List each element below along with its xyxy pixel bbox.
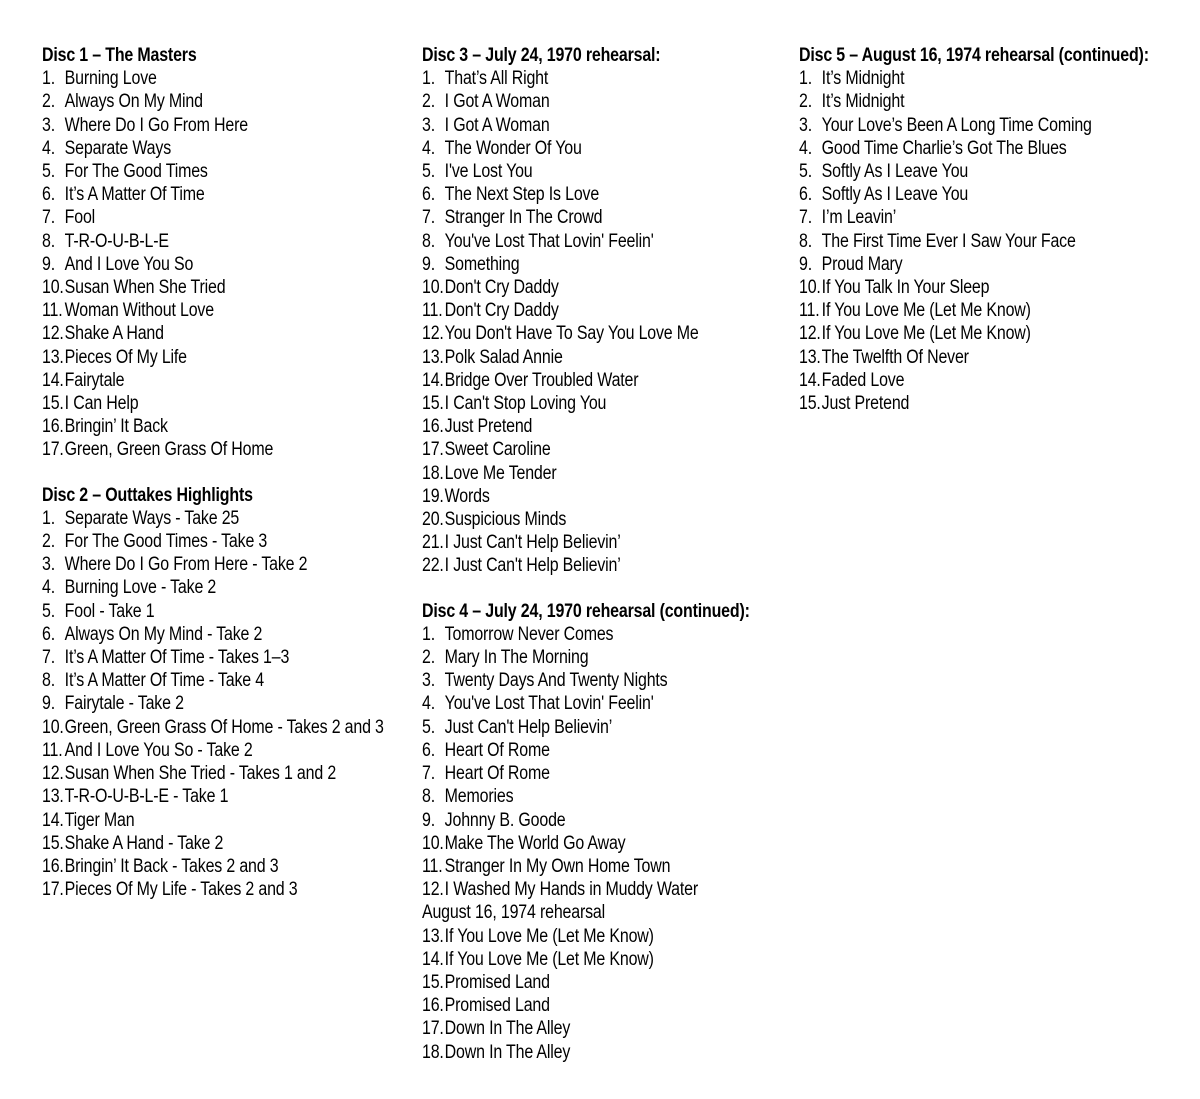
track-row: [42, 322, 445, 345]
track-title: Softly As I Leave You: [821, 184, 969, 206]
track-list: [799, 67, 1200, 415]
track-list: [42, 67, 445, 461]
track-title: You've Lost That Lovin' Feelin': [444, 693, 654, 715]
track-title: The Twelfth Of Never: [821, 346, 969, 368]
track-row: [42, 160, 445, 183]
track-number: 17.: [422, 1018, 444, 1040]
track-number: 2.: [42, 531, 55, 553]
track-row: [422, 67, 825, 90]
track-row: [422, 832, 825, 855]
track-title: I Got A Woman: [444, 91, 550, 113]
track-row: [422, 206, 825, 229]
track-number: 8.: [422, 230, 435, 252]
track-row: [799, 114, 1200, 137]
track-number: 8.: [42, 230, 55, 252]
track-title: It’s Midnight: [821, 91, 905, 113]
track-title: Sweet Caroline: [444, 439, 551, 461]
disc-heading: Disc 3 – July 24, 1970 rehearsal:: [422, 45, 661, 66]
track-row: [42, 762, 445, 785]
track-title: Polk Salad Annie: [444, 346, 563, 368]
track-number: 14.: [42, 809, 64, 831]
track-number: 13.: [42, 786, 64, 808]
track-row: [42, 206, 445, 229]
track-row: [799, 346, 1200, 369]
track-number: 10.: [422, 832, 444, 854]
track-number: 18.: [422, 1041, 444, 1063]
track-title: Shake A Hand: [64, 323, 164, 345]
track-row: [422, 1041, 825, 1064]
track-row: [42, 346, 445, 369]
disc-section: [422, 44, 825, 578]
track-title: Always On My Mind: [64, 91, 203, 113]
track-row: [422, 392, 825, 415]
track-title: Tiger Man: [64, 809, 135, 831]
track-row: [42, 90, 445, 113]
track-title: Make The World Go Away: [444, 832, 626, 854]
track-title: Bridge Over Troubled Water: [444, 369, 639, 391]
track-title: Separate Ways: [64, 137, 172, 159]
track-number: 18.: [422, 462, 444, 484]
track-title: It’s A Matter Of Time - Take 4: [64, 670, 264, 692]
track-row: [799, 160, 1200, 183]
track-row: [42, 692, 445, 715]
track-title: Proud Mary: [821, 253, 903, 275]
track-row: [799, 369, 1200, 392]
track-title: I Washed My Hands in Muddy Water: [444, 879, 699, 901]
track-number: 16.: [422, 416, 444, 438]
track-title: Where Do I Go From Here - Take 2: [64, 554, 308, 576]
track-row: [422, 276, 825, 299]
track-number: 1.: [42, 507, 55, 529]
track-title: Something: [444, 253, 520, 275]
track-row: [42, 276, 445, 299]
track-row: [42, 415, 445, 438]
track-number: 9.: [42, 693, 55, 715]
track-title: Your Love’s Been A Long Time Coming: [821, 114, 1092, 136]
track-row: [422, 137, 825, 160]
track-row: [422, 623, 825, 646]
track-title: You've Lost That Lovin' Feelin': [444, 230, 654, 252]
track-number: 6.: [799, 184, 812, 206]
track-number: 20.: [422, 509, 444, 531]
track-row: [799, 183, 1200, 206]
track-title: Pieces Of My Life - Takes 2 and 3: [64, 879, 298, 901]
track-row: [422, 183, 825, 206]
track-number: 5.: [42, 600, 55, 622]
track-row: [42, 785, 445, 808]
track-title: I Got A Woman: [444, 114, 550, 136]
track-title: For The Good Times - Take 3: [64, 531, 268, 553]
track-title: And I Love You So: [64, 253, 194, 275]
track-title: Just Can't Help Believin’: [444, 716, 613, 738]
track-title: Heart Of Rome: [444, 763, 550, 785]
track-title: That’s All Right: [444, 68, 549, 90]
track-row: [422, 809, 825, 832]
track-title: Don't Cry Daddy: [444, 300, 559, 322]
track-title: Faded Love: [821, 369, 905, 391]
track-title: Tomorrow Never Comes: [444, 623, 614, 645]
track-number: 3.: [799, 114, 812, 136]
track-title: Where Do I Go From Here: [64, 114, 248, 136]
track-row: [42, 183, 445, 206]
track-number: 11.: [42, 739, 63, 761]
track-number: 5.: [422, 716, 435, 738]
track-number: 10.: [799, 277, 821, 299]
track-number: 9.: [422, 809, 435, 831]
track-row: [799, 90, 1200, 113]
track-row: [42, 507, 445, 530]
track-row: [422, 346, 825, 369]
track-row: [422, 785, 825, 808]
disc-heading: Disc 5 – August 16, 1974 rehearsal (continued):: [799, 45, 1149, 66]
track-row: [422, 160, 825, 183]
track-number: 10.: [42, 716, 64, 738]
track-title: Bringin’ It Back: [64, 416, 168, 438]
disc-heading: Disc 1 – The Masters: [42, 45, 197, 66]
track-number: 2.: [422, 91, 435, 113]
track-row: [799, 230, 1200, 253]
track-number: 15.: [799, 393, 821, 415]
track-number: 10.: [42, 277, 64, 299]
track-row: [42, 739, 445, 762]
track-number: 12.: [422, 323, 444, 345]
track-number: 13.: [422, 925, 444, 947]
track-title: Just Pretend: [821, 393, 910, 415]
track-title: The Next Step Is Love: [444, 184, 600, 206]
disc-section: [42, 44, 445, 462]
track-number: 7.: [422, 763, 435, 785]
track-row: [422, 230, 825, 253]
track-row: [422, 415, 825, 438]
disc-heading: Disc 2 – Outtakes Highlights: [42, 484, 253, 506]
track-number: 16.: [422, 995, 444, 1017]
track-row: [42, 137, 445, 160]
track-title: It’s Midnight: [821, 68, 905, 90]
track-number: 3.: [42, 554, 55, 576]
track-title: Heart Of Rome: [444, 739, 550, 761]
session-note: [422, 901, 825, 924]
track-row: [422, 253, 825, 276]
track-row: [422, 90, 825, 113]
disc-heading: Disc 4 – July 24, 1970 rehearsal (continued):: [422, 600, 750, 622]
track-number: 12.: [799, 323, 821, 345]
track-number: 15.: [42, 832, 64, 854]
track-title: I Can't Stop Loving You: [444, 393, 607, 415]
track-number: 1.: [42, 68, 55, 90]
track-title: You Don't Have To Say You Love Me: [444, 323, 699, 345]
track-row: [422, 971, 825, 994]
track-number: 16.: [42, 855, 64, 877]
track-number: 7.: [42, 647, 55, 669]
track-list: [422, 67, 825, 577]
track-number: 6.: [42, 184, 55, 206]
track-row: [42, 67, 445, 90]
track-title: If You Love Me (Let Me Know): [444, 925, 654, 947]
track-row: [422, 114, 825, 137]
track-title: The Wonder Of You: [444, 137, 582, 159]
track-title: Fool: [64, 207, 96, 229]
track-title: Bringin’ It Back - Takes 2 and 3: [64, 855, 279, 877]
track-title: Pieces Of My Life: [64, 346, 187, 368]
track-number: 6.: [42, 623, 55, 645]
track-title: It’s A Matter Of Time - Takes 1–3: [64, 647, 290, 669]
track-row: [422, 925, 825, 948]
track-title: Softly As I Leave You: [821, 161, 969, 183]
track-row: [42, 855, 445, 878]
track-number: 8.: [422, 786, 435, 808]
track-row: [422, 739, 825, 762]
track-row: [422, 762, 825, 785]
track-number: 8.: [799, 230, 812, 252]
track-row: [799, 299, 1200, 322]
track-row: [42, 392, 445, 415]
disc-section: [799, 44, 1200, 415]
track-title: I Just Can't Help Believin’: [444, 532, 621, 554]
track-number: 4.: [422, 693, 435, 715]
track-number: 3.: [42, 114, 55, 136]
track-row: [42, 716, 445, 739]
track-title: If You Love Me (Let Me Know): [821, 323, 1031, 345]
track-title: Love Me Tender: [444, 462, 557, 484]
track-list: [42, 507, 445, 901]
disc-section: [42, 484, 445, 902]
track-number: 5.: [422, 161, 435, 183]
track-title: Green, Green Grass Of Home: [64, 439, 274, 461]
track-title: If You Talk In Your Sleep: [821, 277, 990, 299]
track-number: 15.: [422, 971, 444, 993]
track-title: I’m Leavin’: [821, 207, 897, 229]
track-title: The First Time Ever I Saw Your Face: [821, 230, 1076, 252]
track-row: [422, 531, 825, 554]
track-row: [422, 322, 825, 345]
track-row: [799, 253, 1200, 276]
track-row: [42, 669, 445, 692]
track-row: [422, 485, 825, 508]
track-title: Separate Ways - Take 25: [64, 507, 240, 529]
track-title: Burning Love - Take 2: [64, 577, 217, 599]
track-row: [422, 299, 825, 322]
track-row: [42, 623, 445, 646]
track-row: [42, 114, 445, 137]
track-title: Promised Land: [444, 995, 550, 1017]
track-title: Green, Green Grass Of Home - Takes 2 and 3: [64, 716, 384, 738]
track-number: 3.: [422, 114, 435, 136]
track-row: [799, 206, 1200, 229]
track-number: 8.: [42, 670, 55, 692]
track-number: 11.: [42, 300, 63, 322]
track-title: Susan When She Tried - Takes 1 and 2: [64, 763, 337, 785]
track-list: [422, 623, 825, 1064]
track-number: 4.: [799, 137, 812, 159]
track-title: I've Lost You: [444, 161, 533, 183]
track-row: [42, 832, 445, 855]
track-number: 15.: [422, 393, 444, 415]
track-title: Johnny B. Goode: [444, 809, 566, 831]
track-row: [42, 878, 445, 901]
track-number: 14.: [422, 369, 444, 391]
track-row: [799, 276, 1200, 299]
track-number: 21.: [422, 532, 444, 554]
tracklist-column-3: [799, 44, 1200, 415]
track-title: If You Love Me (Let Me Know): [821, 300, 1031, 322]
track-number: 13.: [799, 346, 821, 368]
track-row: [42, 553, 445, 576]
track-number: 1.: [422, 623, 435, 645]
track-row: [422, 438, 825, 461]
track-row: [422, 855, 825, 878]
track-number: 14.: [422, 948, 444, 970]
track-number: 17.: [42, 439, 64, 461]
track-title: Shake A Hand - Take 2: [64, 832, 224, 854]
track-title: And I Love You So - Take 2: [64, 739, 253, 761]
track-number: 1.: [422, 68, 435, 90]
track-title: Words: [444, 485, 490, 507]
track-title: Good Time Charlie’s Got The Blues: [821, 137, 1067, 159]
track-number: 2.: [422, 647, 435, 669]
track-title: Stranger In The Crowd: [444, 207, 603, 229]
track-title: Promised Land: [444, 971, 550, 993]
track-title: Stranger In My Own Home Town: [444, 855, 671, 877]
track-title: Fairytale - Take 2: [64, 693, 184, 715]
track-number: 4.: [42, 137, 55, 159]
track-title: Mary In The Morning: [444, 647, 589, 669]
track-title: Fool - Take 1: [64, 600, 155, 622]
track-title: T-R-O-U-B-L-E: [64, 230, 169, 252]
track-number: 2.: [799, 91, 812, 113]
track-title: Don't Cry Daddy: [444, 277, 559, 299]
track-number: 12.: [42, 763, 64, 785]
track-number: 4.: [422, 137, 435, 159]
track-row: [422, 948, 825, 971]
track-row: [799, 322, 1200, 345]
track-number: 12.: [42, 323, 64, 345]
track-number: 13.: [42, 346, 64, 368]
track-row: [799, 67, 1200, 90]
track-row: [422, 462, 825, 485]
track-number: 7.: [799, 207, 812, 229]
track-number: 5.: [799, 161, 812, 183]
track-title: Burning Love: [64, 68, 157, 90]
track-row: [42, 369, 445, 392]
track-number: 4.: [42, 577, 55, 599]
track-title: I Can Help: [64, 393, 139, 415]
track-number: 15.: [42, 393, 64, 415]
track-row: [42, 576, 445, 599]
track-title: Down In The Alley: [444, 1018, 571, 1040]
track-title: Suspicious Minds: [444, 509, 567, 531]
track-number: 7.: [42, 207, 55, 229]
track-row: [422, 369, 825, 392]
track-title: Fairytale: [64, 369, 125, 391]
track-row: [42, 530, 445, 553]
track-row: [422, 508, 825, 531]
track-title: For The Good Times: [64, 161, 208, 183]
track-row: [422, 994, 825, 1017]
track-title: Down In The Alley: [444, 1041, 571, 1063]
track-row: [422, 669, 825, 692]
track-number: 9.: [42, 253, 55, 275]
track-number: 12.: [422, 879, 444, 901]
track-row: [42, 438, 445, 461]
track-title: Twenty Days And Twenty Nights: [444, 670, 668, 692]
track-title: Memories: [444, 786, 514, 808]
track-title: Always On My Mind - Take 2: [64, 623, 263, 645]
track-row: [42, 809, 445, 832]
track-number: 3.: [422, 670, 435, 692]
track-row: [422, 1017, 825, 1040]
track-row: [42, 253, 445, 276]
track-title: T-R-O-U-B-L-E - Take 1: [64, 786, 229, 808]
track-row: [422, 646, 825, 669]
track-number: 6.: [422, 184, 435, 206]
track-number: 5.: [42, 161, 55, 183]
track-row: [422, 878, 825, 901]
track-number: 14.: [799, 369, 821, 391]
track-number: 11.: [799, 300, 820, 322]
track-number: 13.: [422, 346, 444, 368]
track-number: 6.: [422, 739, 435, 761]
track-row: [42, 230, 445, 253]
track-number: 2.: [42, 91, 55, 113]
track-title: August 16, 1974 rehearsal: [422, 902, 606, 924]
track-row: [422, 692, 825, 715]
track-row: [799, 392, 1200, 415]
track-row: [422, 554, 825, 577]
track-number: 11.: [422, 300, 443, 322]
track-number: 9.: [422, 253, 435, 275]
track-title: I Just Can't Help Believin’: [444, 555, 621, 577]
track-row: [42, 299, 445, 322]
track-row: [422, 716, 825, 739]
track-title: Woman Without Love: [64, 300, 214, 322]
track-title: Susan When She Tried: [64, 277, 226, 299]
track-row: [799, 137, 1200, 160]
track-title: Just Pretend: [444, 416, 533, 438]
track-number: 14.: [42, 369, 64, 391]
track-number: 9.: [799, 253, 812, 275]
track-number: 17.: [422, 439, 444, 461]
track-number: 19.: [422, 485, 444, 507]
track-number: 16.: [42, 416, 64, 438]
track-number: 1.: [799, 68, 812, 90]
track-number: 22.: [422, 555, 444, 577]
track-row: [42, 600, 445, 623]
track-number: 17.: [42, 879, 64, 901]
track-number: 11.: [422, 855, 443, 877]
track-title: It’s A Matter Of Time: [64, 184, 205, 206]
track-number: 10.: [422, 277, 444, 299]
track-row: [42, 646, 445, 669]
track-title: If You Love Me (Let Me Know): [444, 948, 654, 970]
track-number: 7.: [422, 207, 435, 229]
disc-section: [422, 600, 825, 1064]
